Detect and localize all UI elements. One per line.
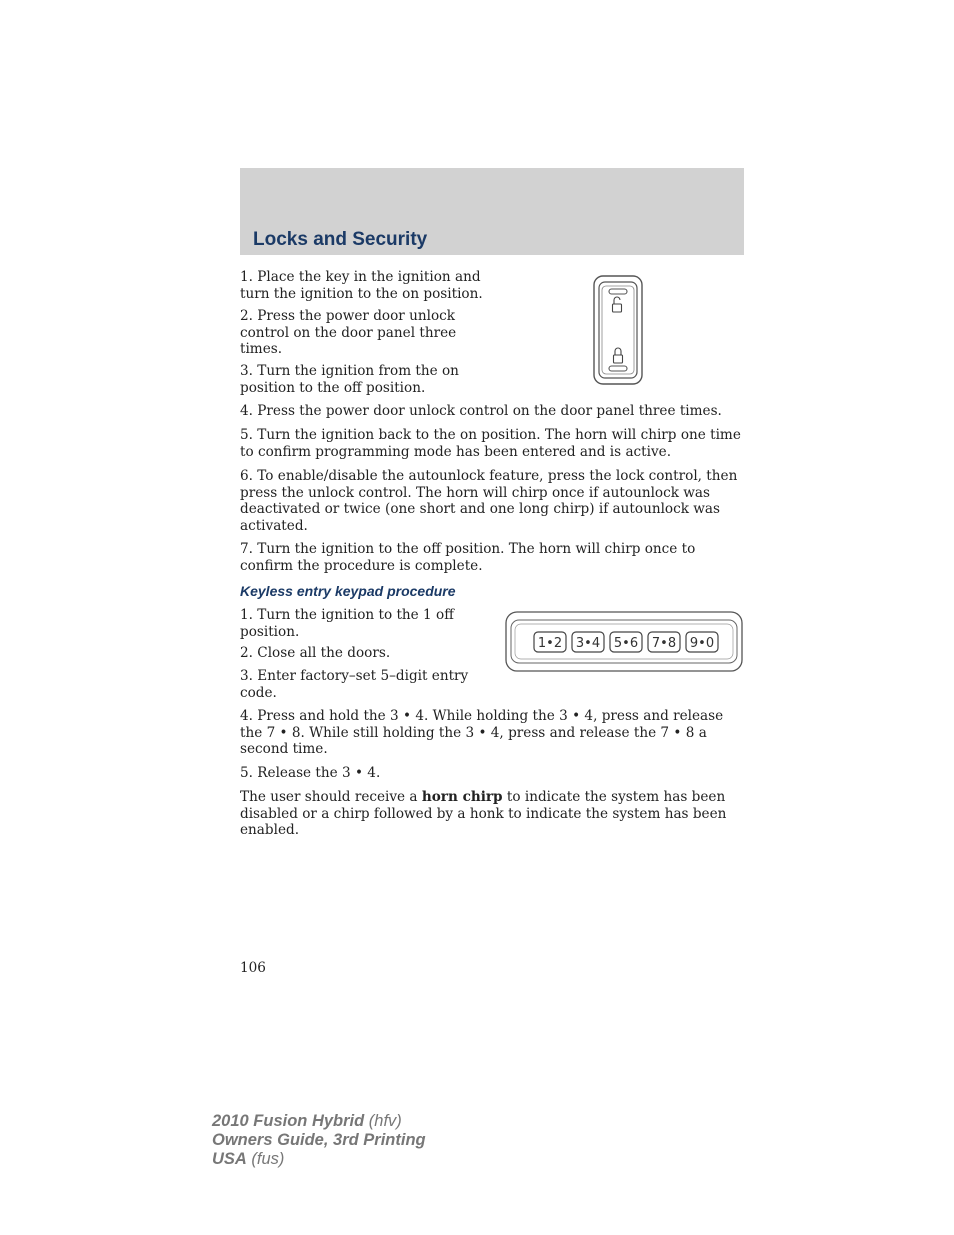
keypad-step-1: 1. Turn the ignition to the 1 off position. bbox=[240, 607, 454, 640]
keypad-step-5: 5. Release the 3 • 4. bbox=[240, 765, 381, 781]
door-lock-switch-icon bbox=[592, 274, 644, 386]
step-7: 7. Turn the ignition to the off position. The horn will chirp once to confirm the procedure is complete. bbox=[240, 541, 696, 574]
keypad-closing-paragraph bbox=[240, 789, 745, 839]
step-2: 2. Press the power door unlock control on the door panel three times. bbox=[240, 308, 457, 358]
keypad-button-56 bbox=[610, 632, 642, 652]
step-4: 4. Press the power door unlock control on the door panel three times. bbox=[240, 403, 722, 419]
page-number: 106 bbox=[240, 960, 266, 976]
svg-text:9•0: 9•0 bbox=[689, 636, 715, 651]
footer-line-2 bbox=[212, 1131, 426, 1150]
keypad-button-34 bbox=[572, 632, 604, 652]
keypad-button-12 bbox=[534, 632, 566, 652]
svg-text:5•6: 5•6 bbox=[613, 636, 639, 651]
footer-model-code: (hfv) bbox=[364, 1112, 402, 1130]
document-footer bbox=[212, 1112, 426, 1169]
keypad-button-90 bbox=[686, 632, 718, 652]
footer-printing: Owners Guide, 3rd Printing bbox=[212, 1131, 426, 1149]
svg-text:1•2: 1•2 bbox=[537, 636, 563, 651]
section-header-band bbox=[240, 168, 744, 255]
keypad-step-2: 2. Close all the doors. bbox=[240, 645, 391, 661]
keypad-button-78 bbox=[648, 632, 680, 652]
unlock-padlock-icon bbox=[613, 297, 622, 312]
step-3: 3. Turn the ignition from the on position to the off position. bbox=[240, 363, 459, 396]
svg-text:7•8: 7•8 bbox=[651, 636, 677, 651]
footer-region: USA bbox=[212, 1150, 247, 1168]
svg-text:3•4: 3•4 bbox=[575, 636, 601, 651]
keypad-step-3: 3. Enter factory–set 5–digit entry code. bbox=[240, 668, 469, 701]
keypad-step-4: 4. Press and hold the 3 • 4. While holding the 3 • 4, press and release the 7 • 8. While still holding the 3 • 4, press and release the 7 • 8 a second time. bbox=[240, 708, 724, 758]
footer-region-code: (fus) bbox=[246, 1150, 285, 1168]
footer-model: 2010 Fusion Hybrid bbox=[212, 1112, 365, 1130]
closing-text-end: to indicate the system has been disabled or a chirp followed by a honk to indicate the system has been enabled. bbox=[240, 789, 727, 839]
keyless-entry-keypad-illustration bbox=[505, 611, 743, 672]
footer-line-3 bbox=[212, 1150, 426, 1169]
step-6: 6. To enable/disable the autounlock feature, press the lock control, then press the unlock control. The horn will chirp once if autounlock was deactivated or twice (one short and one long chirp) if autounlock was activated. bbox=[240, 468, 738, 534]
closing-text-start: The user should receive a bbox=[240, 789, 422, 805]
step-1: 1. Place the key in the ignition and turn the ignition to the on position. bbox=[240, 269, 483, 302]
keypad-section-title: Keyless entry keypad procedure bbox=[240, 583, 456, 599]
closing-text-bold: horn chirp bbox=[421, 789, 503, 805]
footer-line-1 bbox=[212, 1112, 426, 1131]
section-title: Locks and Security bbox=[253, 229, 428, 250]
step-5: 5. Turn the ignition back to the on position. The horn will chirp one time to confirm programming mode has been entered and is active. bbox=[240, 427, 741, 460]
lock-padlock-icon bbox=[614, 348, 623, 363]
